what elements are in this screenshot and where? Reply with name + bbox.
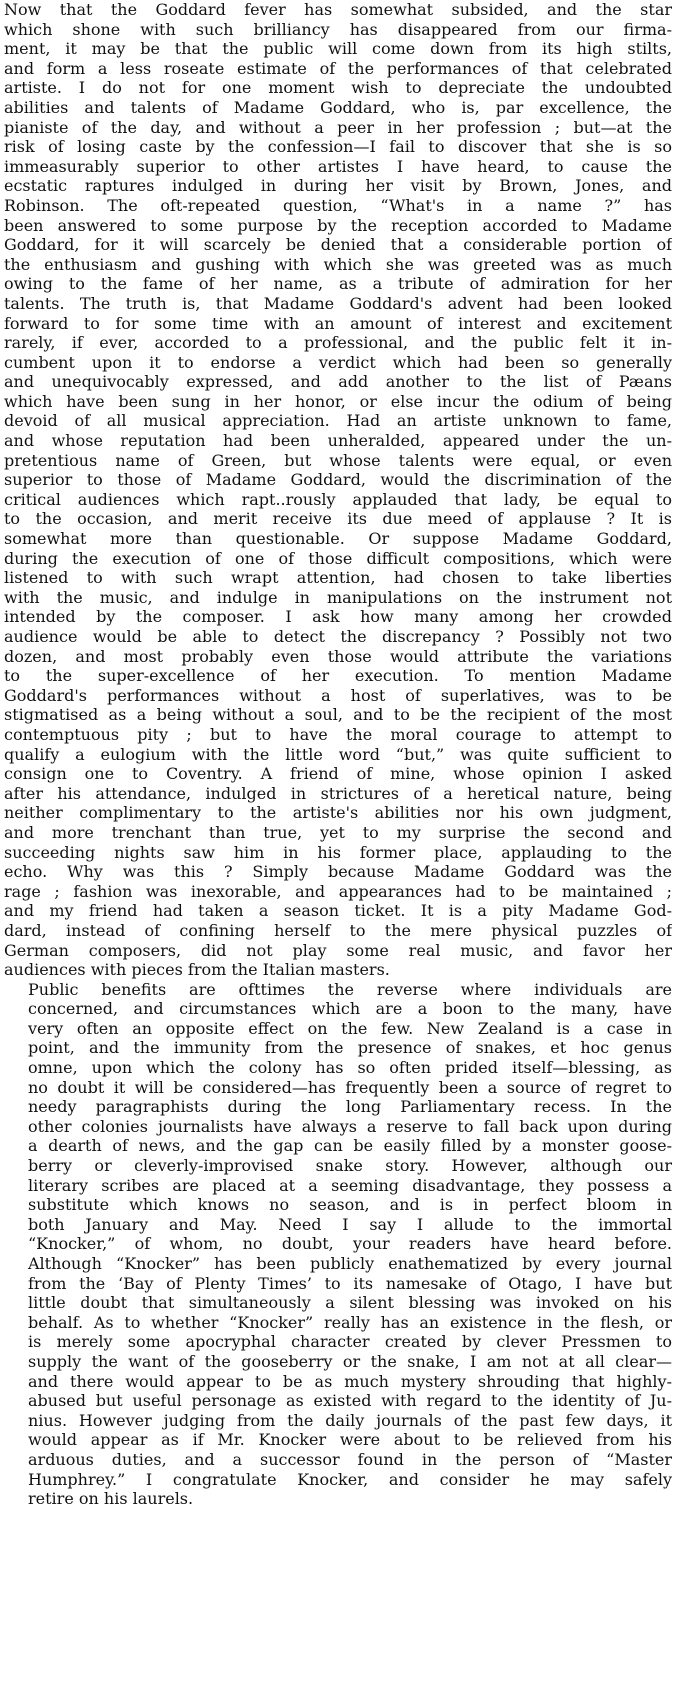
text-line: and my friend had taken a season ticket. It is a pity Madame God- [4,901,672,921]
text-line: omne, upon which the colony has so often prided itself—blessing, as [28,1058,672,1078]
text-line: is merely some apocryphal character created by clever Pressmen to [28,1332,672,1352]
text-line: which shone with such brilliancy has disappeared from our firma- [4,19,672,39]
text-line: cumbent upon it to endorse a verdict which had been so generally [4,352,672,372]
text-line: listened to with such wrapt attention, had chosen to take liberties [4,568,672,588]
text-line: been answered to some purpose by the reception accorded to Madame [4,215,672,235]
text-line: critical audiences which rapt..rously applauded that lady, be equal to [4,489,672,509]
article-paragraph-2 [4,980,672,1509]
article-column [4,0,672,1509]
text-line: Robinson. The oft-repeated question, “What's in a name ?” has [4,195,672,215]
text-line: “Knocker,” of whom, no doubt, your readers have heard before. [28,1234,672,1254]
text-line: and unequivocably expressed, and add another to the list of Pæans [4,372,672,392]
text-line: consign one to Coventry. A friend of mine, whose opinion I asked [4,764,672,784]
text-line: ecstatic raptures indulged in during her visit by Brown, Jones, and [4,176,672,196]
text-line: very often an opposite effect on the few. New Zealand is a case in [28,1018,672,1038]
text-line: which have been sung in her honor, or else incur the odium of being [4,391,672,411]
text-line: devoid of all musical appreciation. Had an artiste unknown to fame, [4,411,672,431]
text-line: audiences with pieces from the Italian masters. [4,960,390,980]
text-line: neither complimentary to the artiste's abilities nor his own judgment, [4,803,672,823]
text-line: German composers, did not play some real music, and favor her [4,940,672,960]
text-line: risk of losing caste by the confession—I fail to discover that she is so [4,137,672,157]
text-line: immeasurably superior to other artistes I have heard, to cause the [4,156,672,176]
text-line: behalf. As to whether “Knocker” really has an existence in the flesh, or [28,1312,672,1332]
text-line: and there would appear to be as much mystery shrouding that highly- [28,1371,672,1391]
text-line: to the occasion, and merit receive its due meed of applause ? It is [4,509,672,529]
text-line: point, and the immunity from the presence of snakes, et hoc genus [28,1038,672,1058]
text-line: rarely, if ever, accorded to a professional, and the public felt it in- [4,333,672,353]
text-line: owing to the fame of her name, as a tribute of admiration for her [4,274,672,294]
text-line: and more trenchant than true, yet to my surprise the second and [4,822,672,842]
text-line: would appear as if Mr. Knocker were about to be relieved from his [28,1430,672,1450]
text-line: with the music, and indulge in manipulations on the instrument not [4,587,672,607]
text-line: superior to those of Madame Goddard, would the discrimination of the [4,470,672,490]
article-paragraph-1 [4,0,672,980]
text-line: abilities and talents of Madame Goddard, who is, par excellence, the [4,97,672,117]
text-line: forward to for some time with an amount of interest and excitement [4,313,672,333]
text-line: ment, it may be that the public will come down from its high stilts, [4,39,672,59]
text-line: after his attendance, indulged in strictures of a heretical nature, being [4,783,672,803]
text-line: no doubt it will be considered—has frequently been a source of regret to [28,1077,672,1097]
text-line: contemptuous pity ; but to have the moral courage to attempt to [4,724,672,744]
text-line: retire on his laurels. [28,1489,194,1509]
text-line: other colonies journalists have always a reserve to fall back upon during [28,1116,672,1136]
text-line: supply the want of the gooseberry or the snake, I am not at all clear— [28,1351,672,1371]
text-line: both January and May. Need I say I allude to the immortal [28,1214,672,1234]
text-line: concerned, and circumstances which are a boon to the many, have [28,999,672,1019]
text-line: stigmatised as a being without a soul, and to be the recipient of the most [4,705,672,725]
text-line: Humphrey.” I congratulate Knocker, and consider he may safely [28,1469,672,1489]
text-line: substitute which knows no season, and is in perfect bloom in [28,1195,672,1215]
text-line: the enthusiasm and gushing with which she was greeted was as much [4,254,672,274]
text-line: audience would be able to detect the discrepancy ? Possibly not two [4,627,672,646]
text-line: literary scribes are placed at a seeming disadvantage, they possess a [28,1175,672,1195]
text-line: dozen, and most probably even those would attribute the variations [4,646,672,666]
text-line: berry or cleverly-improvised snake story. However, although our [28,1156,672,1176]
text-line: Goddard, for it will scarcely be denied that a considerable portion of [4,235,672,255]
text-line: during the execution of one of those difficult compositions, which were [4,548,672,568]
text-line: arduous duties, and a successor found in the person of “Master [28,1449,672,1469]
text-line: succeeding nights saw him in his former place, applauding to the [4,842,672,862]
text-line: Now that the Goddard fever has somewhat subsided, and the star [4,0,672,19]
text-line: and form a less roseate estimate of the performances of that celebrated [4,58,672,78]
text-line: little doubt that simultaneously a silent blessing was invoked on his [28,1293,672,1313]
text-line: rage ; fashion was inexorable, and appearances had to be maintained ; [4,881,672,901]
text-line: dard, instead of confining herself to the mere physical puzzles of [4,920,672,940]
text-line: and whose reputation had been unheralded, appeared under the un- [4,431,672,451]
text-line: a dearth of news, and the gap can be easily filled by a monster goose- [28,1136,672,1156]
text-line: nius. However judging from the daily journals of the past few days, it [28,1410,672,1430]
text-line: pianiste of the day, and without a peer in her profession ; but—at the [4,117,672,137]
text-line: somewhat more than questionable. Or suppose Madame Goddard, [4,529,672,549]
text-line: intended by the composer. I ask how many among her crowded [4,607,672,627]
text-line: talents. The truth is, that Madame Goddard's advent had been looked [4,293,672,313]
text-line: artiste. I do not for one moment wish to depreciate the undoubted [4,78,672,98]
text-line: needy paragraphists during the long Parliamentary recess. In the [28,1097,672,1117]
text-line: to the super-excellence of her execution. To mention Madame [4,666,672,686]
text-line: qualify a eulogium with the little word “but,” was quite sufficient to [4,744,672,764]
text-line: Public benefits are ofttimes the reverse where individuals are [28,979,672,999]
text-line: Goddard's performances without a host of superlatives, was to be [4,685,672,705]
text-line: pretentious name of Green, but whose talents were equal, or even [4,450,672,470]
text-line: Although “Knocker” has been publicly enathematized by every journal [28,1254,672,1273]
text-line: echo. Why was this ? Simply because Madame Goddard was the [4,862,672,882]
text-line: from the ‘Bay of Plenty Times’ to its namesake of Otago, I have but [28,1273,672,1293]
text-line: abused but useful personage as existed with regard to the identity of Ju- [28,1391,672,1411]
